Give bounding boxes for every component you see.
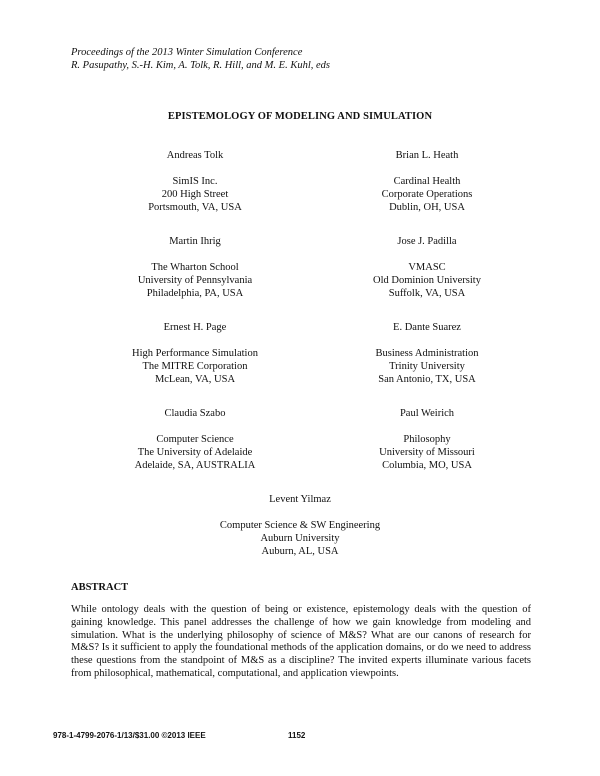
author-block <box>317 407 537 472</box>
author-affiliation: Columbia, MO, USA <box>382 460 472 471</box>
author-affiliation: 200 High Street <box>161 189 229 200</box>
author-affiliation: University of Pennsylvania <box>137 275 253 286</box>
author-affiliation: Philosophy <box>403 434 451 445</box>
author-block <box>85 407 305 472</box>
abstract-text: While ontology deals with the question of being or existence, epistemology deals with the question of gaining knowledge. This panel addresses the challenge of how we gain knowledge from modeling and simulation. What is the underlying philosophy of science of M&S? What are our canons of research for M&S? Is it sufficient to apply the foundational methods of the application domains, or do we need to address these questions from the standpoint of M&S as a discipline? The invited experts illuminate various facets from philosophical, mathematical, computational, and application viewpoints. <box>71 604 531 679</box>
author-affiliation: Old Dominion University <box>373 275 481 286</box>
author-block <box>85 235 305 300</box>
author-affiliation: Portsmouth, VA, USA <box>148 202 242 213</box>
author-name: Brian L. Heath <box>395 150 459 161</box>
author-affiliation: The University of Adelaide <box>137 447 253 458</box>
author-affiliation: VMASC <box>408 262 446 273</box>
author-affiliation: Computer Science & SW Engineering <box>219 520 381 531</box>
author-block <box>317 149 537 214</box>
author-affiliation: Suffolk, VA, USA <box>388 288 466 299</box>
proceedings-header <box>71 46 330 72</box>
author-name: Martin Ihrig <box>169 236 221 247</box>
author-affiliation: Auburn, AL, USA <box>261 546 339 557</box>
footer-isbn: 978-1-4799-2076-1/13/$31.00 ©2013 IEEE <box>53 731 206 740</box>
author-affiliation: Computer Science <box>156 434 234 445</box>
author-affiliation: The MITRE Corporation <box>142 361 248 372</box>
author-name: Ernest H. Page <box>163 322 227 333</box>
proceedings-line-2: R. Pasupathy, S.-H. Kim, A. Tolk, R. Hill, and M. E. Kuhl, eds <box>71 60 330 71</box>
author-block <box>85 149 305 214</box>
author-affiliation: Philadelphia, PA, USA <box>146 288 244 299</box>
author-name: Jose J. Padilla <box>397 236 457 247</box>
page-number: 1152 <box>288 731 306 740</box>
author-affiliation: Cardinal Health <box>393 176 461 187</box>
author-affiliation: San Antonio, TX, USA <box>378 374 476 385</box>
author-block <box>85 321 305 386</box>
author-affiliation: McLean, VA, USA <box>154 374 236 385</box>
author-affiliation: The Wharton School <box>151 262 239 273</box>
author-affiliation: High Performance Simulation <box>132 348 258 359</box>
author-affiliation: Adelaide, SA, AUSTRALIA <box>134 460 256 471</box>
abstract-heading: ABSTRACT <box>71 582 129 593</box>
author-name: Claudia Szabo <box>164 408 226 419</box>
author-block <box>317 235 537 300</box>
author-name: Levent Yilmaz <box>269 494 331 505</box>
author-name: E. Dante Suarez <box>393 322 461 333</box>
proceedings-line-1: Proceedings of the 2013 Winter Simulation Conference <box>71 47 303 58</box>
author-affiliation: SimIS Inc. <box>172 176 218 187</box>
author-block <box>317 321 537 386</box>
author-block <box>190 493 410 558</box>
author-affiliation: Corporate Operations <box>381 189 473 200</box>
author-affiliation: Auburn University <box>260 533 340 544</box>
author-name: Paul Weirich <box>399 408 455 419</box>
author-affiliation: Business Administration <box>375 348 479 359</box>
author-affiliation: Trinity University <box>389 361 465 372</box>
author-affiliation: University of Missouri <box>379 447 475 458</box>
paper-title: EPISTEMOLOGY OF MODELING AND SIMULATION <box>167 111 433 122</box>
author-affiliation: Dublin, OH, USA <box>389 202 465 213</box>
author-name: Andreas Tolk <box>166 150 224 161</box>
